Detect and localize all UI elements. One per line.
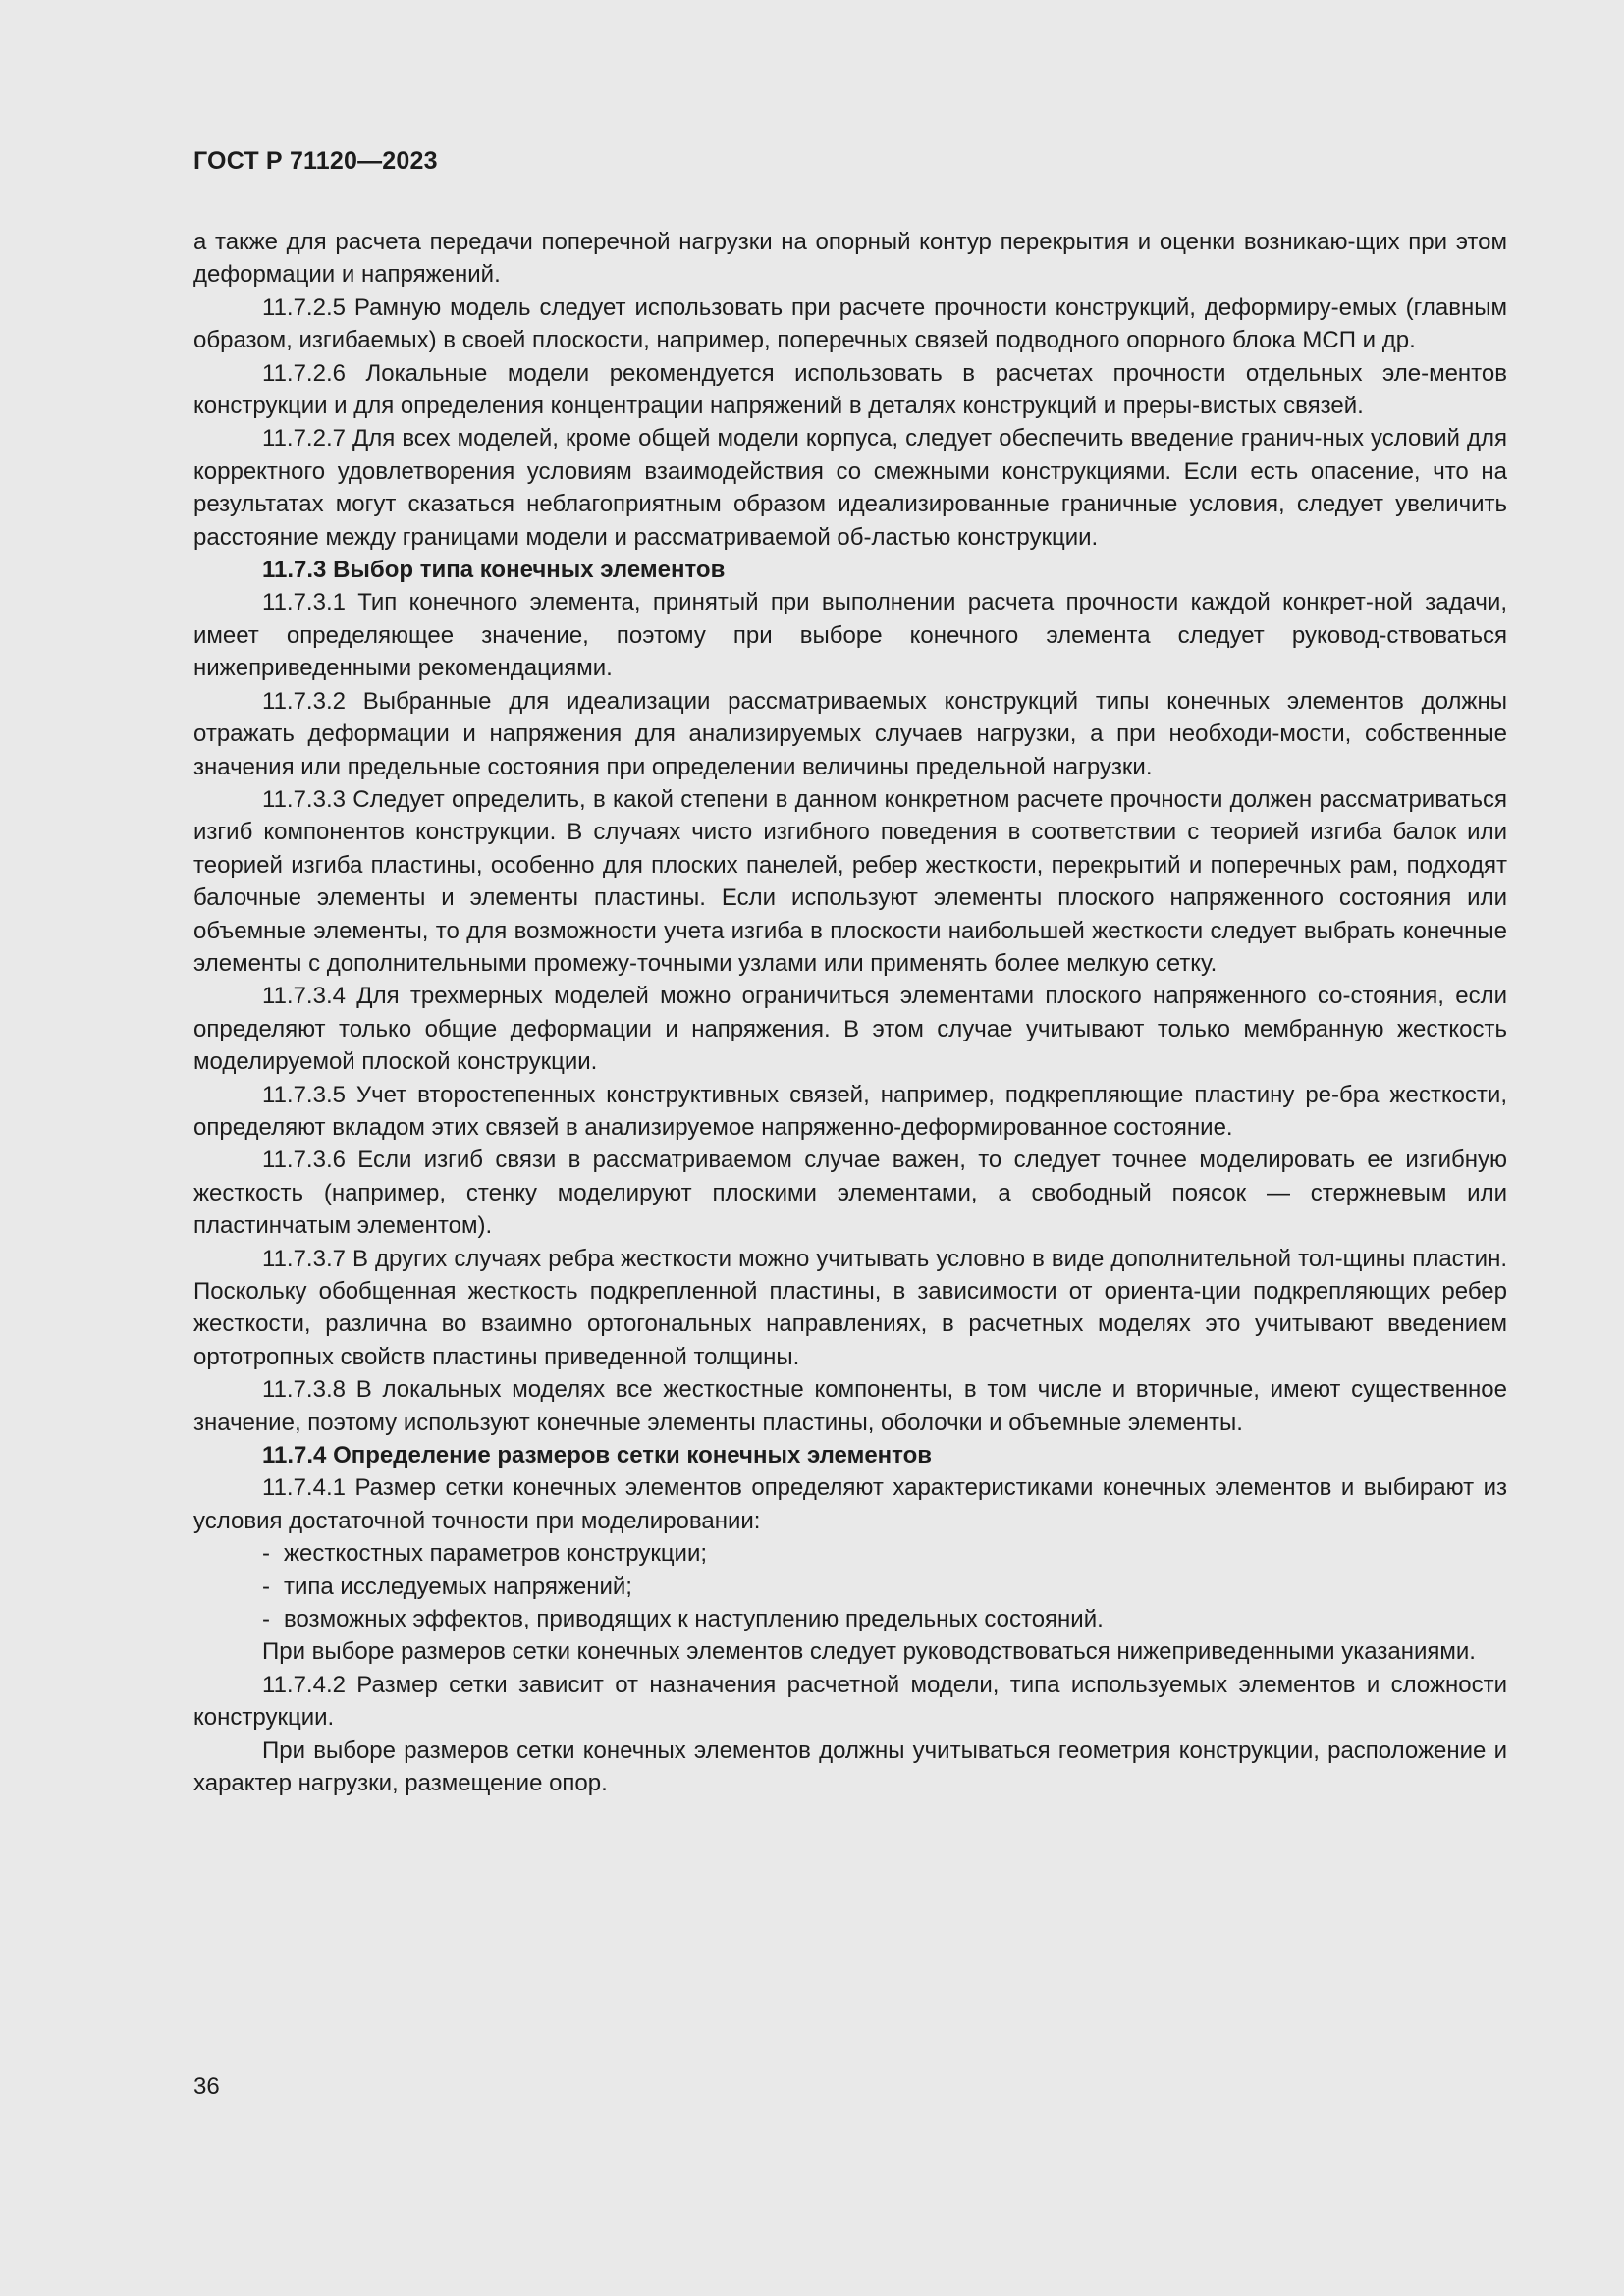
body-paragraph: 11.7.3.2 Выбранные для идеализации рассматриваемых конструкций типы конечных элементов должны отражать деформации и напряжения для анализируемых случаев нагрузки, а при необходи-мости, собственные значения или предельные состояния при определении величины предельной нагрузки.	[193, 687, 1507, 780]
body-paragraph: 11.7.3.5 Учет второстепенных конструктивных связей, например, подкрепляющие пластину ре-бра жесткости, определяют вкладом этих связей в анализируемое напряженно-деформированное состояние.	[193, 1081, 1507, 1141]
body-paragraph: При выборе размеров сетки конечных элементов следует руководствоваться нижеприведенными указаниями.	[262, 1638, 1476, 1666]
list-item-text: возможных эффектов, приводящих к наступлению предельных состояний.	[284, 1606, 1104, 1633]
body-paragraph: 11.7.3.6 Если изгиб связи в рассматриваемом случае важен, то следует точнее моделировать ее изгибную жесткость (например, стенку моделируют плоскими элементами, а свободный поясок — стержневым или пластинчатым элементом).	[193, 1147, 1507, 1240]
body-paragraph: 11.7.3.4 Для трехмерных моделей можно ограничиться элементами плоского напряженного со-стояния, если определяют только общие деформации и напряжения. В этом случае учитывают только мембранную жесткость моделируемой плоской конструкции.	[193, 983, 1507, 1076]
list-bullet: -	[262, 1540, 270, 1568]
list-bullet: -	[262, 1606, 270, 1633]
body-paragraph: 11.7.2.6 Локальные модели рекомендуется использовать в расчетах прочности отдельных эле-ментов конструкции и для определения концентрации напряжений в деталях конструкций и преры-вистых связей.	[193, 359, 1507, 420]
body-paragraph: При выборе размеров сетки конечных элементов должны учитываться геометрия конструкции, расположение и характер нагрузки, размещение опор.	[193, 1736, 1507, 1797]
list-item	[193, 1537, 1507, 1570]
body-paragraph: 11.7.4.1 Размер сетки конечных элементов определяют характеристиками конечных элементов и выбирают из условия достаточной точности при моделировании:	[193, 1474, 1507, 1534]
list-item-text: жесткостных параметров конструкции;	[284, 1540, 708, 1568]
body-paragraph: 11.7.2.5 Рамную модель следует использовать при расчете прочности конструкций, деформиру-емых (главным образом, изгибаемых) в своей плоскости, например, поперечных связей подводного опорного блока МСП и др.	[193, 294, 1507, 354]
body-paragraph: 11.7.3.3 Следует определить, в какой степени в данном конкретном расчете прочности должен рассматриваться изгиб компонентов конструкции. В случаях чисто изгибного поведения в соответствии с теорией изгиба балок или теорией изгиба пластины, особенно для плоских панелей, ребер жесткости, перекрытий и поперечных рам, подходят балочные элементы и элементы пластины. Если используют элементы плоского напряженного состояния или объемные элементы, то для возможности учета изгиба в плоскости наибольшей жесткости следует выбрать конечные элементы с дополнительными промежу-точными узлами или применять более мелкую сетку.	[193, 785, 1507, 977]
body-paragraph: 11.7.3.7 В других случаях ребра жесткости можно учитывать условно в виде дополнительной тол-щины пластин. Поскольку обобщенная жесткость подкрепленной пластины, в зависимости от ориента-ции подкрепляющих ребер жесткости, различна во взаимно ортогональных направлениях, в расчетных моделях это учитывают введением ортотропных свойств пластины приведенной толщины.	[193, 1245, 1507, 1370]
document-body	[193, 226, 1507, 1800]
body-paragraph: 11.7.2.7 Для всех моделей, кроме общей модели корпуса, следует обеспечить введение гранич-ных условий для корректного удовлетворения условиям взаимодействия со смежными конструкциями. Если есть опасение, что на результатах могут сказаться неблагоприятным образом идеализированные граничные условия, следует увеличить расстояние между границами модели и рассматриваемой об-ластью конструкции.	[193, 425, 1507, 551]
list-bullet: -	[262, 1573, 270, 1600]
section-heading: 11.7.3 Выбор типа конечных элементов	[262, 557, 726, 584]
body-paragraph: 11.7.3.8 В локальных моделях все жесткостные компоненты, в том числе и вторичные, имеют существенное значение, поэтому используют конечные элементы пластины, оболочки и объемные элементы.	[193, 1376, 1507, 1436]
document-header: ГОСТ Р 71120—2023	[193, 147, 438, 175]
body-paragraph: 11.7.4.2 Размер сетки зависит от назначения расчетной модели, типа используемых элементов и сложности конструкции.	[193, 1671, 1507, 1732]
list-item	[193, 1571, 1507, 1603]
section-heading: 11.7.4 Определение размеров сетки конечных элементов	[262, 1442, 933, 1469]
page-number: 36	[193, 2073, 220, 2100]
list-item	[193, 1603, 1507, 1635]
list-item-text: типа исследуемых напряжений;	[284, 1573, 632, 1600]
body-paragraph: 11.7.3.1 Тип конечного элемента, принятый при выполнении расчета прочности каждой конкрет-ной задачи, имеет определяющее значение, поэтому при выборе конечного элемента следует руковод-ствоваться нижеприведенными рекомендациями.	[193, 589, 1507, 682]
body-paragraph: а также для расчета передачи поперечной нагрузки на опорный контур перекрытия и оценки возникаю-щих при этом деформации и напряжений.	[193, 229, 1507, 289]
